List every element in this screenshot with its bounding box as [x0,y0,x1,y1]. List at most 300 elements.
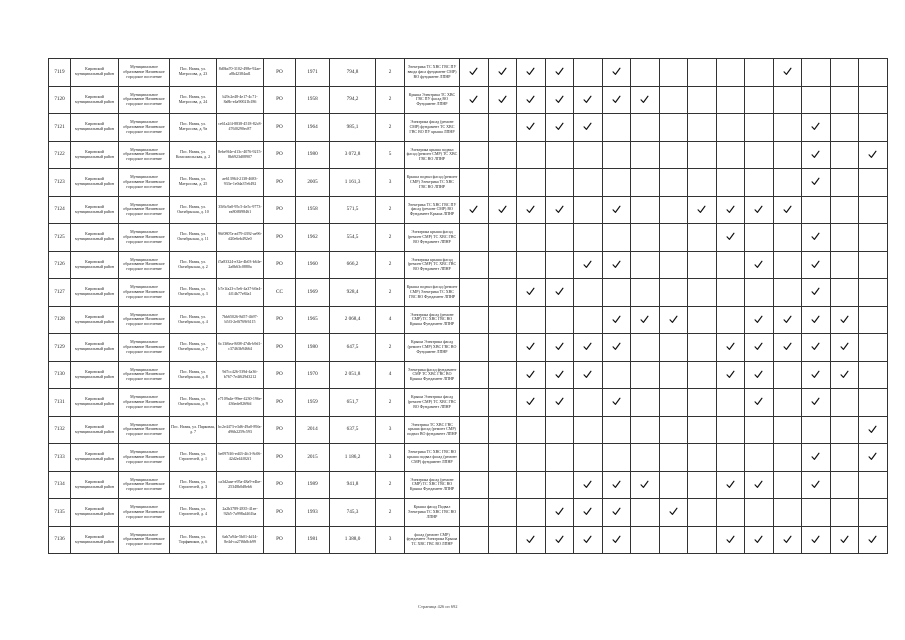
work-type-cell [802,86,831,114]
address-cell: Пос. Назия, ул. Строителей, д. 3 [170,471,217,499]
year-cell: 1981 [296,526,330,554]
table-row [49,306,888,334]
fias-code-cell: bc2e4473-e3d6-49a0-89fa-d96b2259c593 [217,416,264,444]
work-type-cell [488,334,517,362]
work-type-cell [517,526,546,554]
work-type-cell [830,224,859,252]
check-mark-icon [469,67,478,76]
work-type-cell [659,526,688,554]
check-mark-icon [783,535,792,544]
work-type-cell [688,361,717,389]
settlement-cell: Муниципальное образование Назиевское городское поселение [119,59,170,87]
fias-code-cell: 9d7cc426-539d-4a36-b767-7e4f629d3212 [217,361,264,389]
floors-cell: 2 [376,471,405,499]
work-type-cell [631,416,660,444]
year-cell: 2005 [296,169,330,197]
work-type-cell [745,334,774,362]
floors-cell: 3 [376,416,405,444]
work-type-cell [745,59,774,87]
wall-type-cell: PO [264,526,296,554]
settlement-cell: Муниципальное образование Назиевское городское поселение [119,499,170,527]
work-type-cell [602,389,631,417]
check-mark-icon [526,122,535,131]
wall-type-cell: PO [264,361,296,389]
work-type-cell [574,114,603,142]
year-cell: 1980 [296,141,330,169]
work-type-cell [659,86,688,114]
work-type-cell [574,306,603,334]
work-type-cell [716,86,745,114]
check-mark-icon [583,122,592,131]
works-list-cell: Электрика крыша фасад (ремонт СМР) ТС ХВС ГВС ВО Фундамент ЛПНР [405,251,460,279]
work-type-cell [602,224,631,252]
work-type-cell [488,361,517,389]
work-type-cell [859,279,888,307]
row-number: 7136 [49,526,71,554]
settlement-cell: Муниципальное образование Назиевское городское поселение [119,444,170,472]
address-cell: Пос. Назия, ул. Октябрьская, д. 11 [170,224,217,252]
check-mark-icon [726,342,735,351]
work-type-cell [745,86,774,114]
check-mark-icon [612,535,621,544]
address-cell: Пос. Назия, ул. Октябрьская, д. 10 [170,196,217,224]
work-type-cell [517,499,546,527]
district-cell: Кировский муниципальный район [71,224,119,252]
work-type-cell [545,361,574,389]
check-mark-icon [612,480,621,489]
work-type-cell [688,279,717,307]
work-type-cell [545,334,574,362]
work-type-cell [659,471,688,499]
floors-cell: 2 [376,251,405,279]
work-type-cell [716,416,745,444]
year-cell: 1969 [296,279,330,307]
year-cell: 1962 [296,224,330,252]
check-mark-icon [811,150,820,159]
work-type-cell [859,114,888,142]
work-type-cell [574,141,603,169]
work-type-cell [745,169,774,197]
wall-type-cell: PO [264,114,296,142]
check-mark-icon [640,480,649,489]
check-mark-icon [498,95,507,104]
area-cell: 637,5 [330,416,376,444]
area-cell: 3 072,8 [330,141,376,169]
row-number: 7125 [49,224,71,252]
check-mark-icon [726,535,735,544]
check-mark-icon [754,397,763,406]
work-type-cell [773,59,802,87]
work-type-cell [716,59,745,87]
area-cell: 554,5 [330,224,376,252]
floors-cell: 4 [376,361,405,389]
address-cell: Пос. Назия, ул. Матросова, д. 25 [170,169,217,197]
work-type-cell [688,114,717,142]
check-mark-icon [811,232,820,241]
work-type-cell [659,224,688,252]
work-type-cell [659,361,688,389]
floors-cell: 2 [376,334,405,362]
work-type-cell [659,279,688,307]
district-cell: Кировский муниципальный район [71,334,119,362]
work-type-cell [802,114,831,142]
work-type-cell [602,196,631,224]
fias-code-cell: 96f0807a-ad79-4392-ae96-d20e6eb492e0 [217,224,264,252]
work-type-cell [517,471,546,499]
wall-type-cell: PO [264,306,296,334]
check-mark-icon [526,535,535,544]
work-type-cell [545,169,574,197]
work-type-cell [659,251,688,279]
check-mark-icon [783,342,792,351]
check-mark-icon [840,342,849,351]
work-type-cell [631,306,660,334]
works-list-cell: Крыша подвал фасад (ремонт СМР) Электрика ТС ХВС ГВС ВО Фундамент ЛПНР [405,279,460,307]
check-mark-icon [811,480,820,489]
work-type-cell [488,306,517,334]
check-mark-icon [754,535,763,544]
work-type-cell [631,361,660,389]
work-type-cell [574,444,603,472]
settlement-cell: Муниципальное образование Назиевское городское поселение [119,279,170,307]
floors-cell: 2 [376,59,405,87]
work-type-cell [859,141,888,169]
work-type-cell [688,334,717,362]
work-type-cell [517,279,546,307]
work-type-cell [859,306,888,334]
floors-cell: 2 [376,114,405,142]
work-type-cell [716,361,745,389]
check-mark-icon [811,397,820,406]
check-mark-icon [669,507,678,516]
work-type-cell [745,361,774,389]
row-number: 7123 [49,169,71,197]
table-row [49,416,888,444]
area-cell: 2 051,8 [330,361,376,389]
work-type-cell [745,196,774,224]
district-cell: Кировский муниципальный район [71,59,119,87]
wall-type-cell: PO [264,471,296,499]
work-type-cell [488,499,517,527]
work-type-cell [460,526,489,554]
address-cell: Пос. Назия, ул. Строителей, д. 1 [170,444,217,472]
fias-code-cell: be097f46-ed43-4fc3-8c06-42d2e44f02f1 [217,444,264,472]
work-type-cell [488,251,517,279]
table-row [49,334,888,362]
address-cell: Пос. Назия, ул. Октябрьская, д. 2 [170,251,217,279]
row-number: 7134 [49,471,71,499]
check-mark-icon [783,205,792,214]
area-cell: 928,4 [330,279,376,307]
works-list-cell: Электрика ТС ХВС ГВС ВО крыша подвал фасад (ремонт СМР) фундамент ЛПНР [405,444,460,472]
work-type-cell [773,471,802,499]
work-type-cell [716,526,745,554]
work-type-cell [602,499,631,527]
check-mark-icon [640,315,649,324]
work-type-cell [631,444,660,472]
work-type-cell [631,224,660,252]
work-type-cell [773,169,802,197]
work-type-cell [488,444,517,472]
work-type-cell [488,114,517,142]
work-type-cell [631,471,660,499]
check-mark-icon [583,342,592,351]
table-row [49,251,888,279]
works-list-cell: Электрика фасад (ремонт СМР) фундамент ТС ХВС ГВС ВО ПУ крыша ЛПНР [405,114,460,142]
row-number: 7119 [49,59,71,87]
floors-cell: 2 [376,389,405,417]
work-type-cell [545,499,574,527]
floors-cell: 2 [376,224,405,252]
work-type-cell [602,279,631,307]
work-type-cell [602,526,631,554]
work-type-cell [830,141,859,169]
address-cell: Пос. Назия, ул. Комсомольская, д. 2 [170,141,217,169]
work-type-cell [602,141,631,169]
work-type-cell [488,224,517,252]
work-type-cell [688,471,717,499]
row-number: 7130 [49,361,71,389]
work-type-cell [859,224,888,252]
work-type-cell [488,389,517,417]
wall-type-cell: PO [264,224,296,252]
work-type-cell [802,306,831,334]
work-type-cell [460,224,489,252]
area-cell: 745,3 [330,499,376,527]
work-type-cell [688,141,717,169]
wall-type-cell: PO [264,499,296,527]
work-type-cell [745,499,774,527]
work-type-cell [802,141,831,169]
row-number: 7124 [49,196,71,224]
check-mark-icon [726,205,735,214]
work-type-cell [716,114,745,142]
work-type-cell [688,416,717,444]
work-type-cell [859,334,888,362]
work-type-cell [802,169,831,197]
work-type-cell [602,251,631,279]
work-type-cell [602,444,631,472]
work-type-cell [460,114,489,142]
district-cell: Кировский муниципальный район [71,499,119,527]
check-mark-icon [526,370,535,379]
district-cell: Кировский муниципальный район [71,306,119,334]
settlement-cell: Муниципальное образование Назиевское городское поселение [119,306,170,334]
work-type-cell [830,196,859,224]
check-mark-icon [726,480,735,489]
floors-cell: 2 [376,196,405,224]
check-mark-icon [754,342,763,351]
work-type-cell [631,389,660,417]
area-cell: 985,1 [330,114,376,142]
area-cell: 651,7 [330,389,376,417]
work-type-cell [574,526,603,554]
district-cell: Кировский муниципальный район [71,526,119,554]
check-mark-icon [840,315,849,324]
wall-type-cell: PO [264,334,296,362]
work-type-cell [488,526,517,554]
work-type-cell [574,196,603,224]
year-cell: 1970 [296,361,330,389]
address-cell: Пос. Назия, ул. Октябрьская, д. 7 [170,334,217,362]
check-mark-icon [811,287,820,296]
work-type-cell [830,251,859,279]
fias-code-cell: b7e1fa23-c5e6-4a37-b9a4-4f14b77e84a1 [217,279,264,307]
address-cell: Пос. Назия, ул. Матросова, д. 23 [170,59,217,87]
work-type-cell [773,499,802,527]
work-type-cell [802,224,831,252]
work-type-cell [745,306,774,334]
check-mark-icon [498,67,507,76]
work-type-cell [659,306,688,334]
work-type-cell [802,499,831,527]
work-type-cell [716,169,745,197]
work-type-cell [859,196,888,224]
work-type-cell [488,279,517,307]
work-type-cell [631,86,660,114]
table-row [49,361,888,389]
work-type-cell [773,334,802,362]
check-mark-icon [612,67,621,76]
work-type-cell [602,334,631,362]
work-type-cell [545,306,574,334]
work-type-cell [830,114,859,142]
work-type-cell [802,389,831,417]
check-mark-icon [555,370,564,379]
area-cell: 1 388,0 [330,526,376,554]
work-type-cell [830,169,859,197]
work-type-cell [773,361,802,389]
work-type-cell [460,306,489,334]
table-row [49,526,888,554]
check-mark-icon [555,507,564,516]
work-type-cell [460,196,489,224]
work-type-cell [802,279,831,307]
address-cell: Пос. Назия, ул. Парковая, д. 7 [170,416,217,444]
area-cell: 941,8 [330,471,376,499]
work-type-cell [859,86,888,114]
year-cell: 1993 [296,499,330,527]
works-list-cell: Электрика ТС ХВС ГВС крыша фасад (ремонт СМР) подвал ВО фундамент ЛПНР [405,416,460,444]
floors-cell: 4 [376,306,405,334]
check-mark-icon [783,315,792,324]
check-mark-icon [612,315,621,324]
work-type-cell [745,471,774,499]
work-type-cell [830,361,859,389]
page-footer: Страница 426 из 692 [418,604,458,609]
work-type-cell [631,499,660,527]
settlement-cell: Муниципальное образование Назиевское городское поселение [119,389,170,417]
work-type-cell [545,114,574,142]
work-type-cell [659,416,688,444]
work-type-cell [688,526,717,554]
work-type-cell [545,416,574,444]
floors-cell: 3 [376,526,405,554]
year-cell: 1964 [296,114,330,142]
work-type-cell [773,224,802,252]
table-row [49,169,888,197]
check-mark-icon [754,370,763,379]
work-type-cell [688,224,717,252]
work-type-cell [802,416,831,444]
district-cell: Кировский муниципальный район [71,416,119,444]
works-list-cell: Электрика крыша фасад (ремонт СМР) ТС ХВС ГВС ВО Фундамент ЛПНР [405,224,460,252]
work-type-cell [859,416,888,444]
row-number: 7120 [49,86,71,114]
fias-code-cell: b29c2e48-4e17-4c71-8a8b-e4a90021b186 [217,86,264,114]
work-type-cell [517,59,546,87]
work-type-cell [830,279,859,307]
work-type-cell [460,416,489,444]
check-mark-icon [583,507,592,516]
work-type-cell [716,471,745,499]
area-cell: 794,2 [330,86,376,114]
check-mark-icon [555,122,564,131]
table-row [49,114,888,142]
check-mark-icon [754,315,763,324]
district-cell: Кировский муниципальный район [71,196,119,224]
settlement-cell: Муниципальное образование Назиевское городское поселение [119,526,170,554]
work-type-cell [517,306,546,334]
work-type-cell [488,59,517,87]
check-mark-icon [811,452,820,461]
table-row [49,389,888,417]
work-type-cell [659,59,688,87]
check-mark-icon [555,95,564,104]
work-type-cell [488,471,517,499]
fias-code-cell: 6ab7a94e-5b01-4d14-8e4d-ca27f6b8cb99 [217,526,264,554]
address-cell: Пос. Назия, ул. Октябрьская, д. 8 [170,361,217,389]
work-type-cell [517,251,546,279]
row-number: 7127 [49,279,71,307]
works-list-cell: Электрика ТС ХВС ГВС ПУ фасад (ремонт СМР) ВО Фундамент Крыша ЛПНР [405,196,460,224]
row-number: 7131 [49,389,71,417]
work-type-cell [517,169,546,197]
table-row [49,224,888,252]
check-mark-icon [526,205,535,214]
work-type-cell [745,526,774,554]
work-type-cell [517,196,546,224]
work-type-cell [745,416,774,444]
check-mark-icon [726,370,735,379]
wall-type-cell: PO [264,389,296,417]
check-mark-icon [754,205,763,214]
work-type-cell [574,251,603,279]
work-type-cell [745,444,774,472]
address-cell: Пос. Назия, ул. Октябрьская, д. 3 [170,279,217,307]
work-type-cell [488,86,517,114]
fias-code-cell: 2a2b3789-2835-41ee-92b5-7a998a4461ba [217,499,264,527]
district-cell: Кировский муниципальный район [71,389,119,417]
check-mark-icon [868,150,877,159]
work-type-cell [545,471,574,499]
work-type-cell [631,169,660,197]
floors-cell: 2 [376,499,405,527]
district-cell: Кировский муниципальный район [71,444,119,472]
year-cell: 1960 [296,251,330,279]
work-type-cell [517,141,546,169]
address-cell: Пос. Назия, ул. Торфяников, д. 6 [170,526,217,554]
work-type-cell [631,279,660,307]
work-type-cell [574,59,603,87]
work-type-cell [802,196,831,224]
check-mark-icon [526,287,535,296]
work-type-cell [545,196,574,224]
work-type-cell [773,86,802,114]
row-number: 7128 [49,306,71,334]
table-row [49,196,888,224]
register-rows [49,59,888,554]
